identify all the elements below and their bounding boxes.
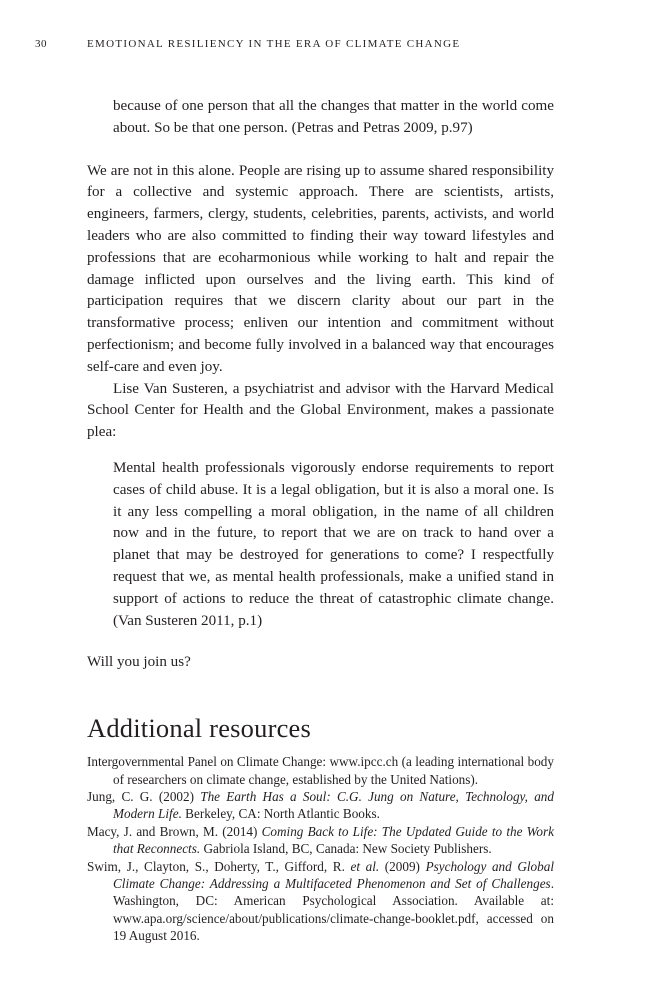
resource-author: Jung, C. G. (2002) (87, 788, 201, 804)
resource-etal: et al. (350, 858, 380, 874)
resource-item-swim (87, 858, 554, 945)
resource-text: Intergovernmental Panel on Climate Change: www.ipcc.ch (a leading international body of researchers on climate change, established by the United Nations). (87, 754, 554, 787)
resource-item-macy-brown (87, 823, 554, 858)
section-heading-additional-resources: Additional resources (87, 713, 312, 744)
resources-list (87, 753, 554, 944)
resource-item-ipcc (87, 753, 554, 788)
resource-publisher: . Washington, DC: American Psychological Association. Available at: www.apa.org/science/about/publications/climate-change-booklet.pdf, accessed on 19 August 2016. (113, 875, 554, 944)
resource-title: Psychology and Global Climate Change: Addressing a Multifaceted Phenomenon and Set of Challenges (113, 858, 554, 891)
page-content (87, 96, 554, 945)
body-paragraph-1: We are not in this alone. People are rising up to assume shared responsibility for a collective and systemic approach. There are scientists, artists, engineers, farmers, clergy, students, celebrities, parents, activists, and world leaders who are also committed to finding their way toward lifestyles and professions that are ecoharmonious while working to halt and repair the damage inflicted upon ourselves and the living earth. This kind of participation requires that we discern clarity about our part in the transformative process; enliven our intention and commitment without perfectionism; and become fully involved in a balanced way that encourages self-care and even joy. (87, 162, 554, 375)
resource-title: Coming Back to Life: The Updated Guide to the Work that Reconnects. (113, 823, 555, 857)
block-quote-van-susteren: Mental health professionals vigorously endorse requirements to report cases of child abuse. It is a legal obligation, but it is also a moral one. Is it any less compelling a moral obligation, in the name of all children now and in the future, to report that we are on track to hand over a planet that may be destroyed for generations to come? I respectfully request that we, as mental health professionals, make a unified stand in support of actions to reduce the threat of catastrophic climate change. (Van Susteren 2011, p.1) (113, 459, 554, 629)
block-quote-petras: because of one person that all the changes that matter in the world come about. So be that one person. (Petras and Petras 2009, p.97) (113, 98, 554, 136)
resource-author: Macy, J. and Brown, M. (2014) (87, 823, 262, 839)
resource-author: Swim, J., Clayton, S., Doherty, T., Gifford, R. (87, 858, 351, 874)
page-number: 30 (35, 38, 47, 50)
resource-year: (2009) (379, 858, 426, 874)
resource-publisher: Gabriola Island, BC, Canada: New Society Publishers. (200, 841, 492, 857)
resource-title: The Earth Has a Soul: C.G. Jung on Nature, Technology, and Modern Life. (113, 788, 554, 822)
resource-publisher: Berkeley, CA: North Atlantic Books. (181, 806, 380, 822)
resource-item-jung (87, 788, 554, 823)
running-title: EMOTIONAL RESILIENCY IN THE ERA OF CLIMATE CHANGE (87, 38, 461, 50)
page-header (0, 38, 663, 54)
closing-question: Will you join us? (87, 654, 191, 671)
body-paragraph-2: Lise Van Susteren, a psychiatrist and advisor with the Harvard Medical School Center for Health and the Global Environment, makes a passionate plea: (87, 380, 554, 441)
